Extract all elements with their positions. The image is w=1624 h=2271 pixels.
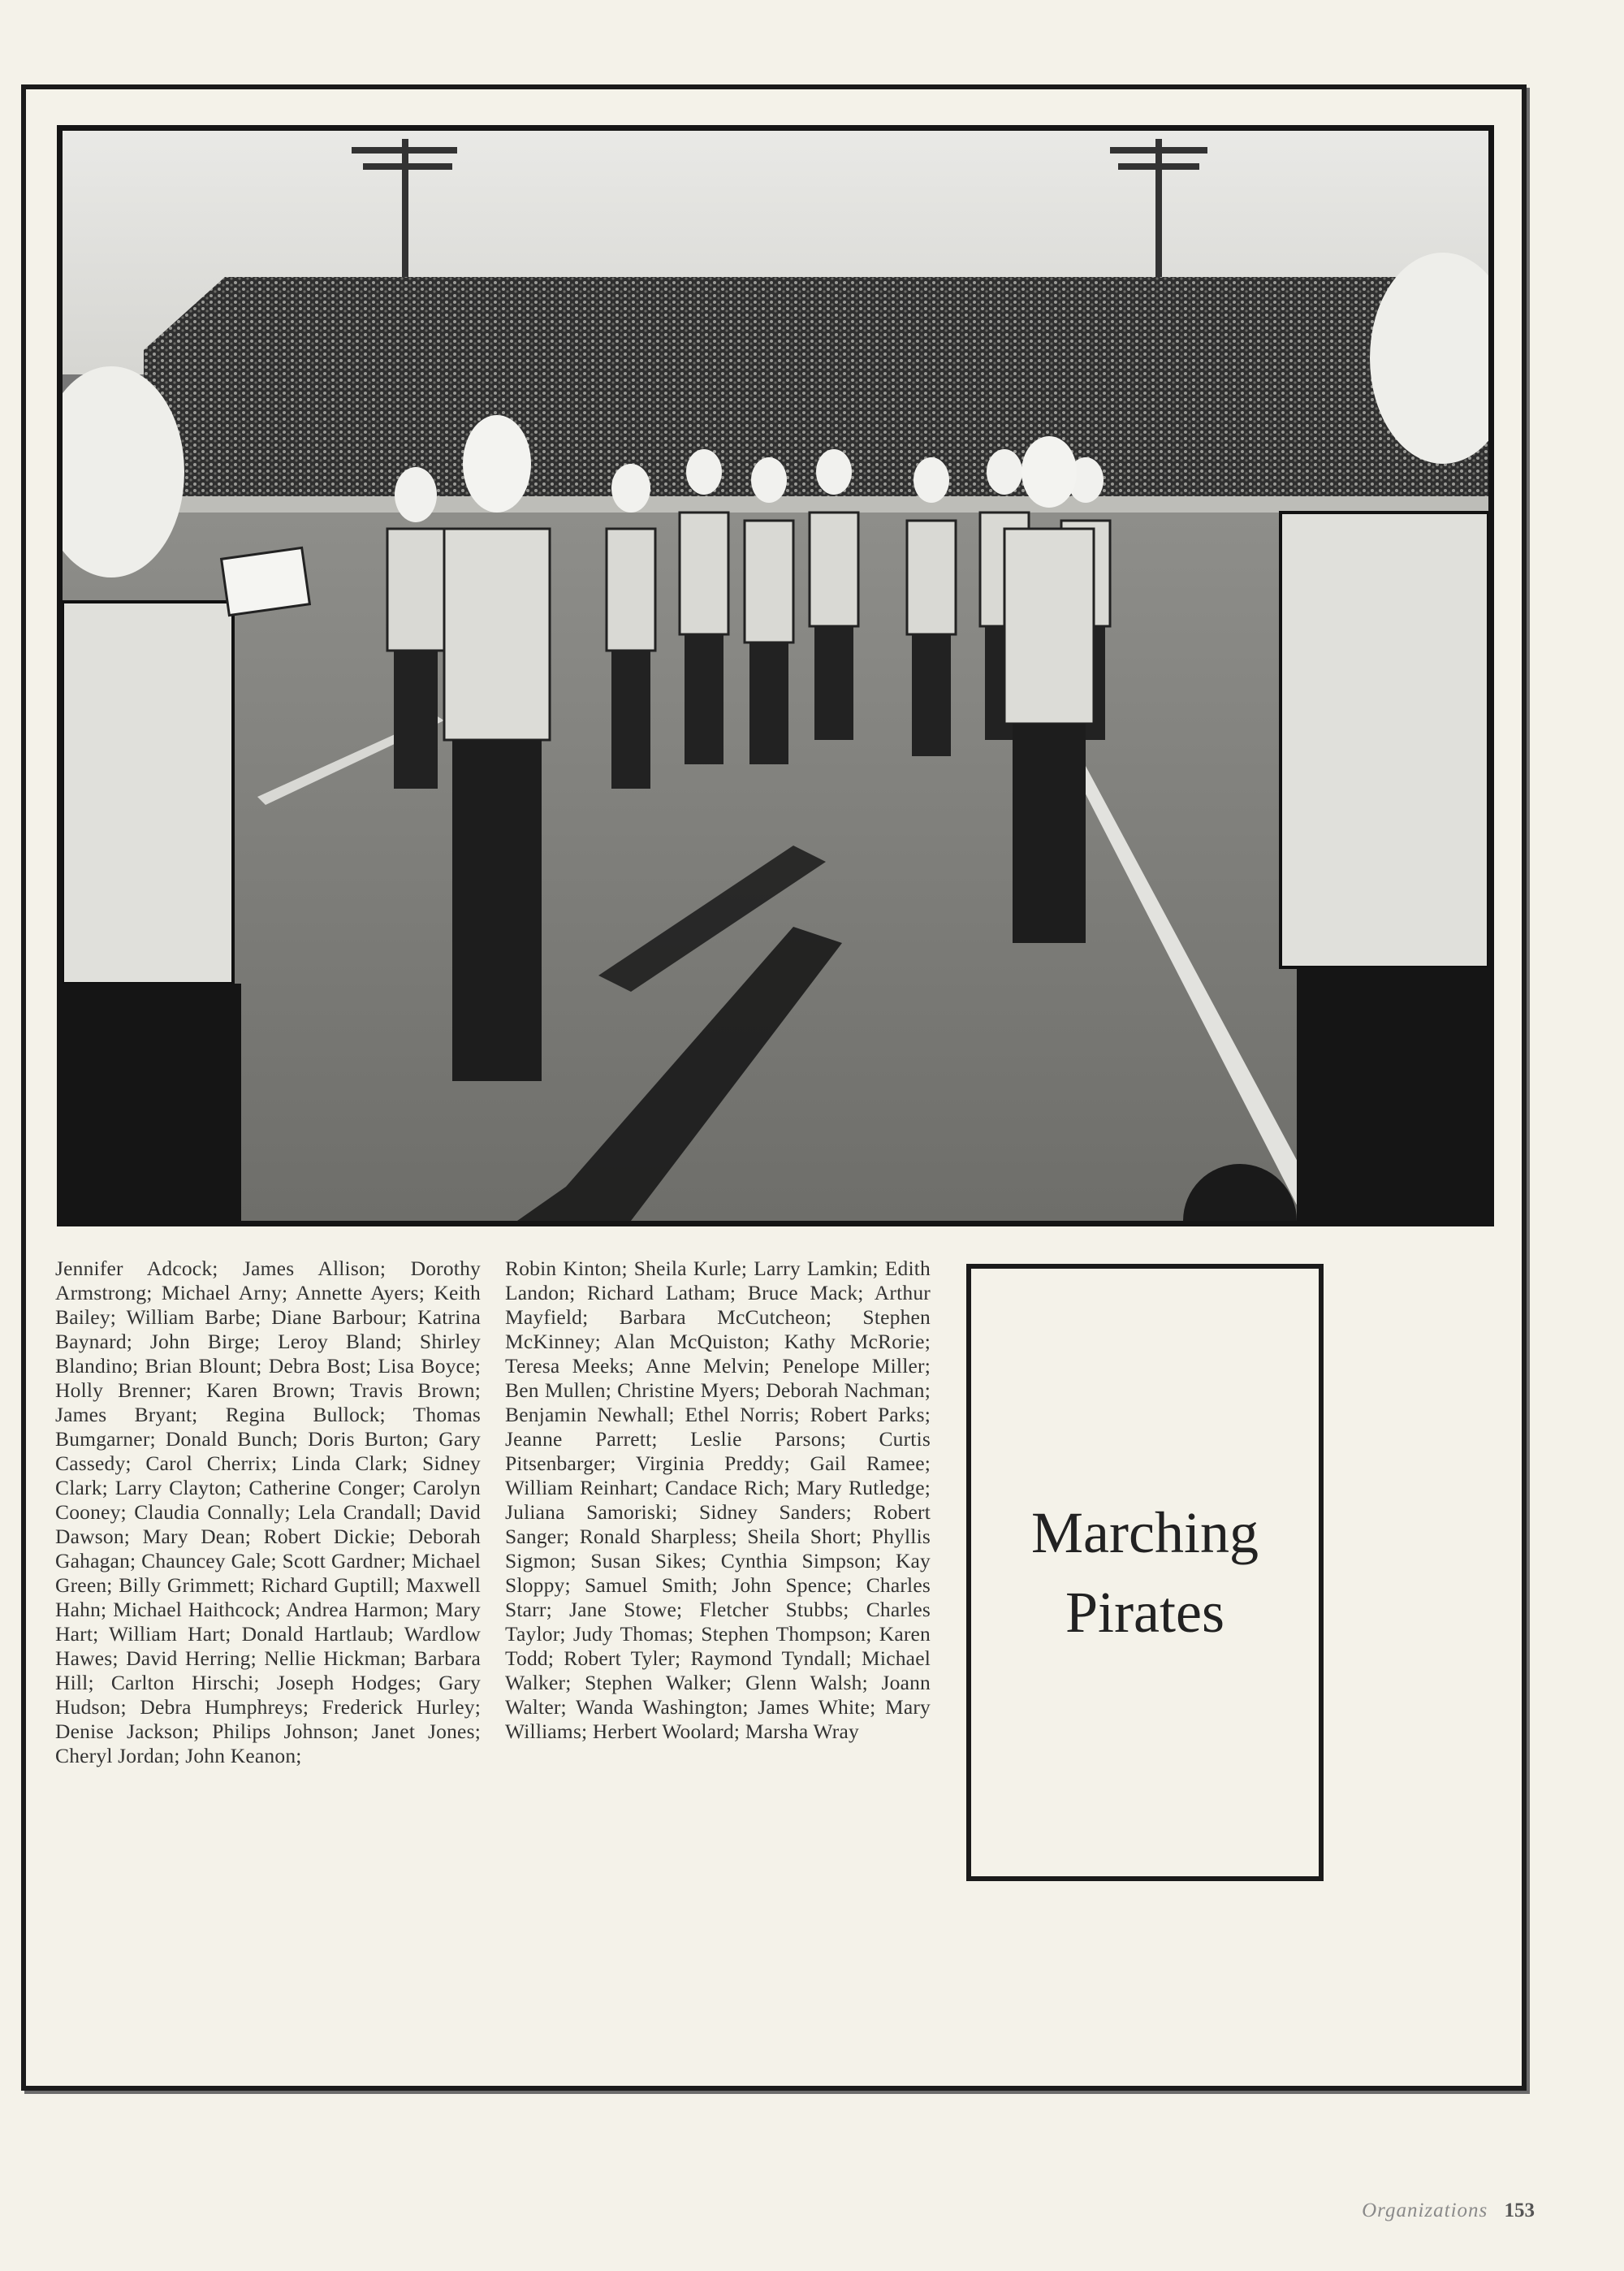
page-number: 153 [1504, 2200, 1535, 2221]
title-line-1: Marching [1031, 1500, 1259, 1565]
marching-band-photo-graphic [63, 131, 1488, 1221]
title-box [966, 1264, 1324, 1881]
title-line-2: Pirates [1065, 1580, 1224, 1645]
marching-band-photo [57, 125, 1494, 1226]
member-names-column-1: Jennifer Adcock; James Allison; Dorothy Armstrong; Michael Arny; Annette Ayers; Keith Bailey; William Barbe; Diane Barbour; Katrina Baynard; John Birge; Leroy Bland; Shirley Blandino; Brian Blount; Debra Bost; Lisa Boyce; Holly Brenner; Karen Brown; Travis Brown; James Bryant; Regina Bullock; Thomas Bumgarner; Donald Bunch; Doris Burton; Gary Cassedy; Carol Cherrix; Linda Clark; Sidney Clark; Larry Clayton; Catherine Conger; Carolyn Cooney; Claudia Connally; Lela Crandall; David Dawson; Mary Dean; Robert Dickie; Deborah Gahagan; Chauncey Gale; Scott Gardner; Michael Green; Billy Grimmett; Richard Guptill; Maxwell Hahn; Michael Haithcock; Andrea Harmon; Mary Hart; William Hart; Donald Hartlaub; Wardlow Hawes; David Herring; Nellie Hickman; Barbara Hill; Carlton Hirschi; Joseph Hodges; Gary Hudson; Debra Humphreys; Frederick Hurley; Denise Jackson; Philips Johnson; Janet Jones; Cheryl Jordan; John Keanon; [55, 1257, 481, 1767]
page-footer [1362, 2200, 1535, 2222]
member-names-column-2: Robin Kinton; Sheila Kurle; Larry Lamkin; Edith Landon; Richard Latham; Bruce Mack; Arthur Mayfield; Barbara McCutcheon; Stephen McKinney; Alan McQuiston; Kathy McRorie; Teresa Meeks; Anne Melvin; Penelope Miller; Ben Mullen; Christine Myers; Deborah Nachman; Benjamin Newhall; Ethel Norris; Robert Parks; Jeanne Parrett; Leslie Parsons; Curtis Pitsenbarger; Virginia Preddy; Gail Ramee; William Reinhart; Candace Rich; Mary Rutledge; Juliana Samoriski; Sidney Sanders; Robert Sanger; Ronald Sharpless; Sheila Short; Phyllis Sigmon; Susan Sikes; Cynthia Simpson; Kay Sloppy; Samuel Smith; John Spence; Charles Starr; Jane Stowe; Fletcher Stubbs; Charles Taylor; Judy Thomas; Stephen Thompson; Karen Todd; Robert Tyler; Raymond Tyndall; Michael Walker; Stephen Walker; Glenn Walsh; Joann Walter; Wanda Washington; James White; Mary Williams; Herbert Woolard; Marsha Wray [505, 1257, 931, 1743]
section-name: Organizations [1362, 2200, 1488, 2221]
